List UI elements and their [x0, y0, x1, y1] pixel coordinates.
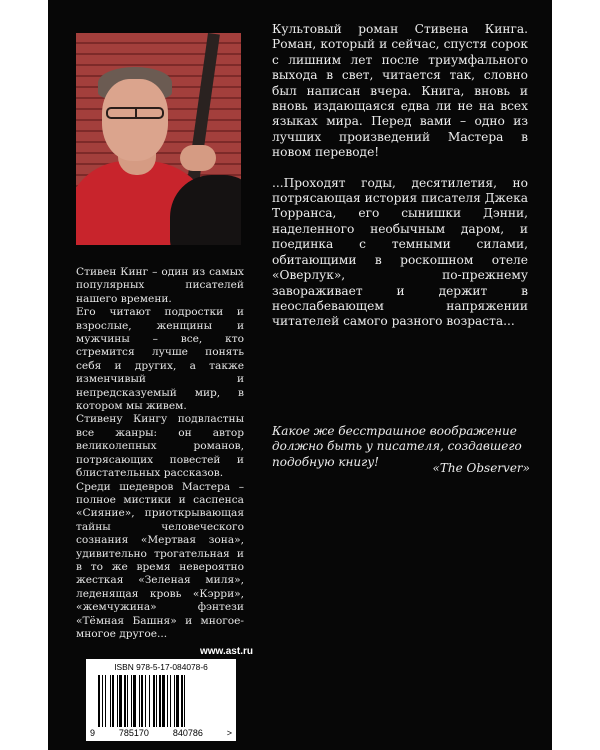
isbn-barcode: [86, 659, 236, 741]
description-paragraph: Культовый роман Стивена Кинга. Роман, который и сейчас, спустя сорок с лишним лет после триумфального выхода в свет, читается так, словно был написан вчера. Книга, вновь и вновь издающаяся едва ли не на всех языках мира. Перед вами – одно из лучших произведений Мастера в новом переводе!: [272, 22, 528, 160]
barcode-bar: [139, 675, 140, 727]
bio-paragraph: Его читают подростки и взрослые, женщины и мужчины – все, кто стремится лучше понять себя и других, а также изменчивый и непредсказуемый мир, в котором мы живем.: [76, 306, 244, 413]
barcode-bar: [181, 675, 183, 727]
barcode-bar: [156, 675, 157, 727]
barcode-bar: [159, 675, 161, 727]
barcode-bar: [112, 675, 114, 727]
bio-paragraph: Среди шедевров Мастера – полное мистики и саспенса «Сияние», приоткрывающая тайны человеческого сознания «Мертвая зона», удивительно трогательная и в то же время невероятно жесткая «Зеленая миля», леденящая кровь «Кэрри», «жемчужина» фэнтези «Тёмная Башня» и многое-многое другое...: [76, 480, 244, 640]
barcode-digits: [90, 728, 232, 738]
barcode-bar: [133, 675, 136, 727]
barcode-bar: [141, 675, 143, 727]
barcode-digit-group: 9: [90, 728, 96, 738]
barcode-bar: [105, 675, 106, 727]
book-description: [272, 22, 528, 345]
barcode-digit-group: >: [226, 728, 232, 738]
author-bio: [76, 266, 244, 641]
barcode-bar: [153, 675, 155, 727]
barcode-bar: [167, 675, 168, 727]
barcode-bar: [102, 675, 103, 727]
barcode-bar: [170, 675, 171, 727]
barcode-bar: [145, 675, 146, 727]
photo-glasses: [106, 107, 164, 119]
barcode-bar: [149, 675, 150, 727]
barcode-bar: [184, 675, 185, 727]
barcode-bars: [98, 675, 226, 727]
isbn-label: ISBN 978-5-17-084078-6: [114, 662, 208, 672]
photo-hand: [180, 145, 216, 171]
photo-face: [102, 79, 168, 161]
barcode-bar: [162, 675, 165, 727]
description-paragraph: ...Проходят годы, десятилетия, но потрясающая история писателя Джека Торранса, его сынишки Дэнни, наделенного необычным даром, и поединка с темными силами, обитающими в роскошном отеле «Оверлук», по-прежнему завораживает и держит в неослабевающем напряжении читателей самого разного возраста...: [272, 175, 528, 329]
barcode-digit-group: 840786: [172, 728, 203, 738]
barcode-bar: [127, 675, 128, 727]
publisher-website: www.ast.ru: [200, 646, 253, 657]
barcode-bar: [176, 675, 179, 727]
back-cover: [48, 0, 552, 750]
review-quote: Какое же бесстрашное воображение должно быть у писателя, создавшего подобную книгу!: [272, 424, 522, 469]
barcode-bar: [119, 675, 122, 727]
barcode-bar: [131, 675, 132, 727]
barcode-bar: [117, 675, 118, 727]
barcode-digit-group: 785170: [118, 728, 149, 738]
bio-paragraph: Стивену Кингу подвластны все жанры: он автор великолепных романов, потрясающих повестей и блистательных рассказов.: [76, 413, 244, 480]
barcode-bar: [124, 675, 126, 727]
review-source: «The Observer»: [432, 461, 530, 475]
barcode-bar: [98, 675, 100, 727]
barcode-bar: [174, 675, 175, 727]
author-photo: [76, 33, 241, 245]
barcode-bar: [110, 675, 111, 727]
bio-paragraph: Стивен Кинг – один из самых популярных писателей нашего времени.: [76, 266, 244, 305]
